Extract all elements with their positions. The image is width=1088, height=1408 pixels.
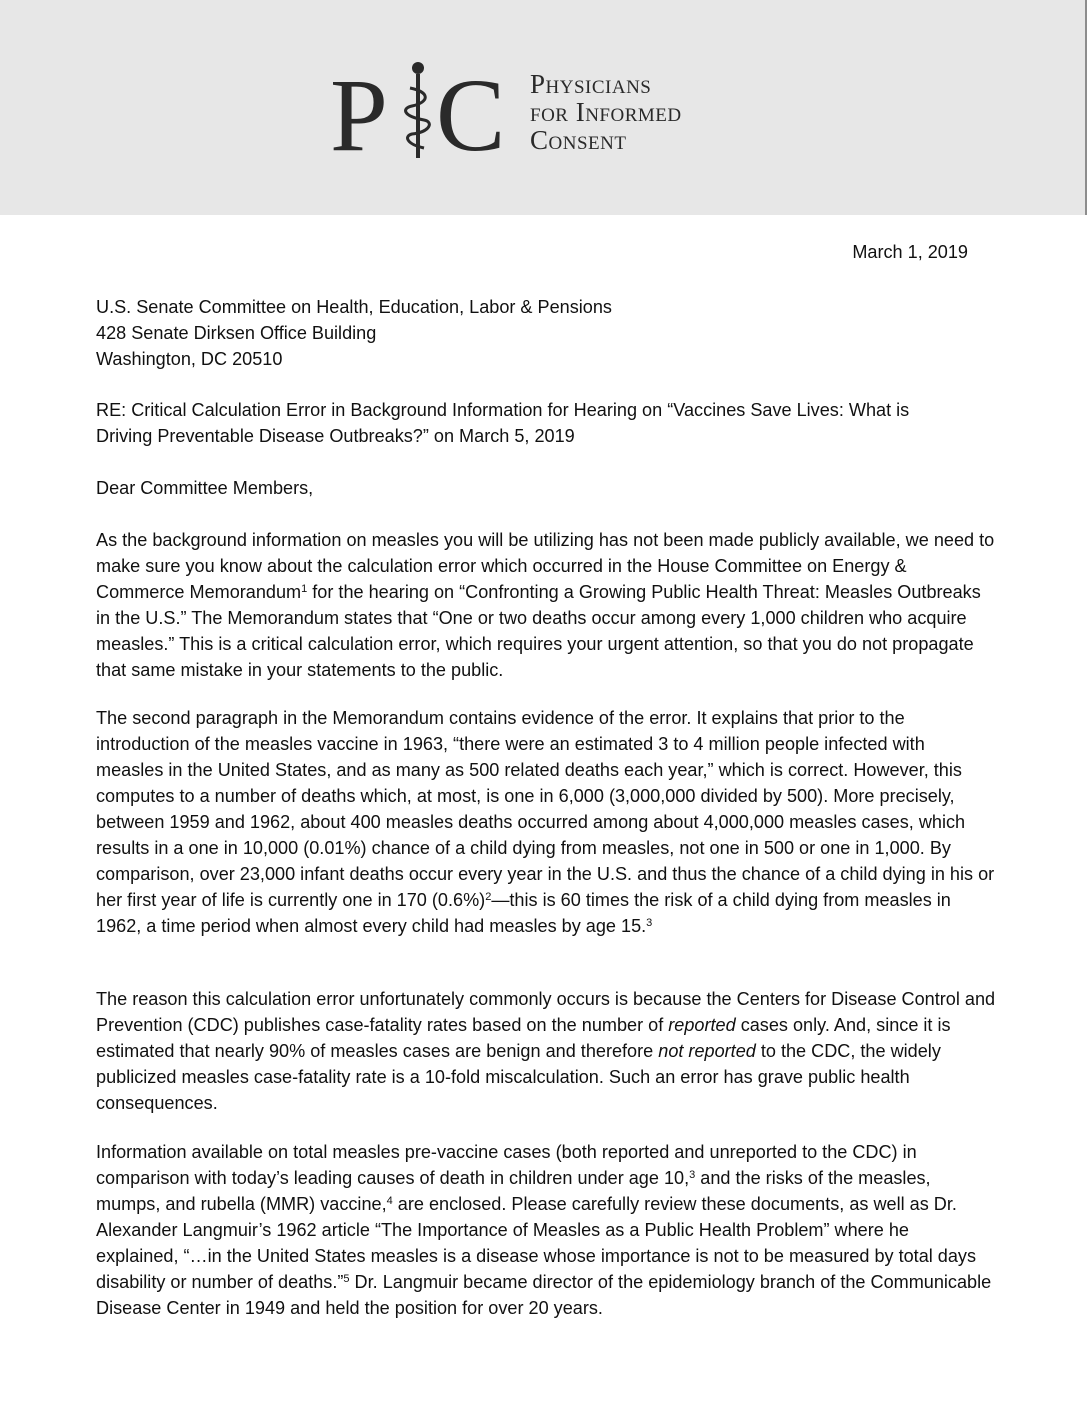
footnote-ref-3: 3 [646, 917, 653, 929]
paragraph-1-text-b: for the hearing on “Confronting a Growing Public Health Threat: Measles Outbreaks in the U.S.” The Memorandum states that “One or two deaths occur among every 1,000 children who acquire measles.” This is a critical calculation error, which requires your urgent attention, so that you do not propagate that same mistake in your statements to the public. [96, 582, 981, 680]
footnote-ref-3b: 3 [689, 1169, 696, 1181]
paragraph-1 [96, 527, 996, 683]
paragraph-4-text-d: Dr. Langmuir became director of the epidemiology branch of the Communicable Disease Center in 1949 and held the position for over 20 years. [96, 1272, 992, 1318]
logo-letter-p: P [330, 58, 388, 168]
paragraph-4-text-c: are enclosed. Please carefully review these documents, as well as Dr. Alexander Langmuir’s 1962 article “The Importance of Measles as a Public Health Problem” where he explained, “…in the United States measles is a disease whose importance is not to be measured by total days disability or number of deaths.” [96, 1194, 977, 1292]
paragraph-3 [96, 986, 996, 1116]
paragraph-2-text-a: The second paragraph in the Memorandum contains evidence of the error. It explains that prior to the introduction of the measles vaccine in 1963, “there were an estimated 3 to 4 million people infected with measles in the United States, and as many as 500 related deaths each year,” which is correct. However, this computes to a number of deaths which, at most, is one in 6,000 (3,000,000 divided by 500). More precisely, between 1959 and 1962, about 400 measles deaths occurred among about 4,000,000 measles cases, which results in a one in 10,000 (0.01%) chance of a child dying from measles, not one in 500 or one in 1,000. By comparison, over 23,000 infant deaths occur every year in the U.S. and thus the chance of a child dying in his or her first year of life is currently one in 170 (0.6%) [96, 708, 995, 910]
subject-line [96, 397, 996, 449]
paragraph-3-text-a: The reason this calculation error unfortunately commonly occurs is because the Centers for Disease Control and Prevention (CDC) publishes case-fatality rates based on the number of [96, 989, 996, 1035]
organization-name [530, 70, 682, 154]
paragraph-2 [96, 705, 996, 939]
logo-letter-c: C [436, 58, 506, 168]
address-line: 428 Senate Dirksen Office Building [96, 323, 377, 343]
paragraph-1-text-a: As the background information on measles you will be utilizing has not been made publicly available, we need to make sure you know about the calculation error which occurred in the House Committee on Energy & Commerce Memorandum [96, 530, 995, 602]
paragraph-3-text-b: cases only. And, since it is estimated that nearly 90% of measles cases are benign and therefore [96, 1015, 951, 1061]
footnote-ref-4: 4 [386, 1195, 393, 1207]
org-name-line-1: Physicians [530, 69, 652, 99]
letterhead-band [0, 0, 1087, 215]
subject-line-1: RE: Critical Calculation Error in Background Information for Hearing on “Vaccines Save Lives: What is [96, 400, 910, 420]
recipient-address [96, 294, 996, 372]
paragraph-4-text-b: and the risks of the measles, mumps, and rubella (MMR) vaccine, [96, 1168, 931, 1214]
paragraph-4-text-a: Information available on total measles pre-vaccine cases (both reported and unreported to the CDC) in comparison with today’s leading causes of death in children under age 10, [96, 1142, 917, 1188]
emphasis-reported: reported [668, 1015, 736, 1035]
org-name-line-3: Consent [530, 125, 627, 155]
footnote-ref-1: 1 [301, 583, 308, 595]
paragraph-3-text-c: to the CDC, the widely publicized measles case-fatality rate is a 10-fold miscalculation. Such an error has grave public health consequences. [96, 1041, 941, 1113]
address-line: Washington, DC 20510 [96, 349, 283, 369]
org-name-line-2: for Informed [530, 97, 682, 127]
footnote-ref-2: 2 [485, 891, 492, 903]
paragraph-2-text-b: —this is 60 times the risk of a child dying from measles in 1962, a time period when almost every child had measles by age 15. [96, 890, 951, 936]
letter-date: March 1, 2019 [852, 242, 968, 262]
salutation: Dear Committee Members, [96, 478, 314, 498]
pic-logo-mark [330, 58, 530, 168]
caduceus-icon [406, 62, 430, 158]
address-line: U.S. Senate Committee on Health, Education, Labor & Pensions [96, 297, 612, 317]
subject-line-2: Driving Preventable Disease Outbreaks?” on March 5, 2019 [96, 426, 575, 446]
footnote-ref-5: 5 [343, 1273, 350, 1285]
paragraph-4 [96, 1139, 996, 1321]
pic-logo [330, 58, 730, 168]
emphasis-not-reported: not reported [658, 1041, 756, 1061]
